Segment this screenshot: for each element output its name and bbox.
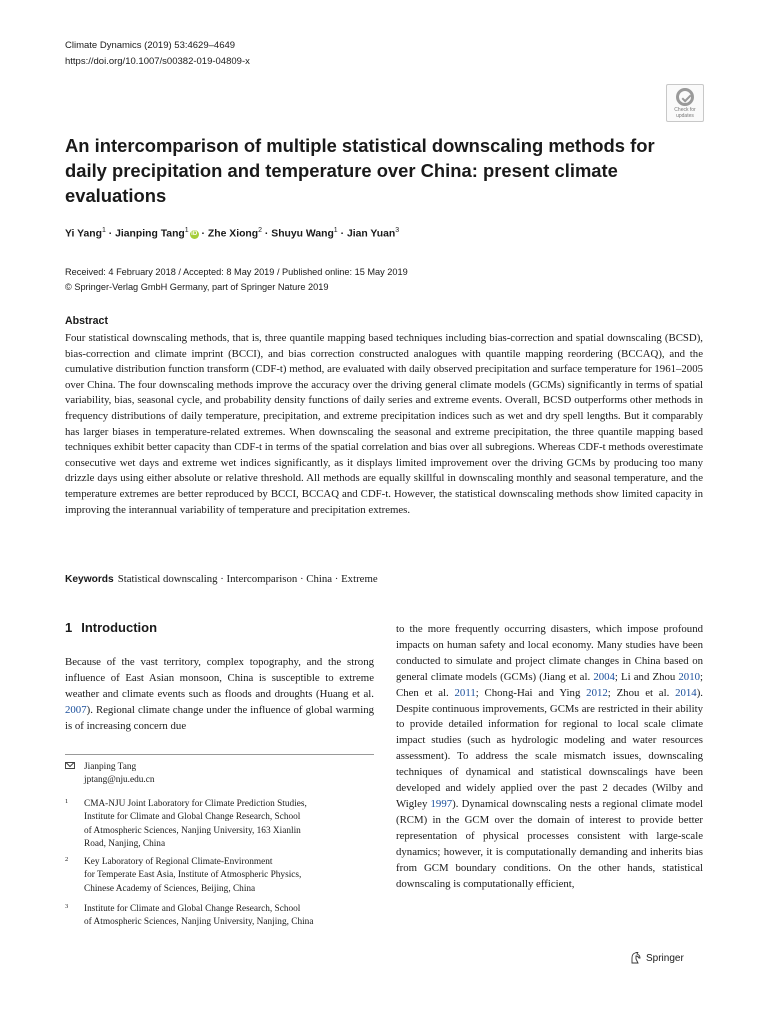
abstract-heading: Abstract [65, 315, 108, 327]
author-affil-sup: 3 [395, 227, 400, 234]
intro-left-column [65, 655, 374, 735]
intro-right-column [396, 622, 703, 892]
affiliation [65, 903, 374, 930]
copyright-line: © Springer-Verlag GmbH Germany, part of Springer Nature 2019 [65, 282, 329, 292]
citation-link[interactable]: 2004 [593, 670, 615, 683]
author-affil-sup: 1 [101, 227, 106, 234]
body-text: Because of the vast territory, complex topography, and the strong influence of East Asian monsoon, China is susceptible to extreme weather and climate events such as floods and droughts (Huang et al. [65, 656, 374, 700]
author-affil-sup: 1 [184, 227, 189, 234]
author-affil-sup: 1 [333, 227, 338, 234]
author-name[interactable]: Jianping Tang [115, 228, 185, 240]
author-name[interactable]: Jian Yuan [346, 228, 396, 240]
citation-link[interactable]: 2007 [65, 703, 87, 716]
affiliation-line: Key Laboratory of Regional Climate-Environment [84, 857, 273, 867]
body-text: ). Despite continuous improvements, GCMs are restricted in their ability to provide detailed information for regional to local scale climate impact studies (such as hydrologic modeling and water resources assessment). To address the scale mismatch issues, downscaling techniques of dynamical and statistical downscalings have been developed and widely applied over the past 2 decades (Wilby and Wigley [396, 686, 703, 810]
journal-meta [65, 38, 250, 70]
affiliation-line: of Atmospheric Sciences, Nanjing University, 163 Xianlin [84, 825, 301, 836]
section-number: 1 [65, 620, 73, 635]
affiliation-line: for Temperate East Asia, Institute of Atmospheric Physics, [84, 870, 302, 881]
affiliation-line: Chinese Academy of Sciences, Beijing, China [84, 883, 256, 894]
journal-citation: Climate Dynamics (2019) 53:4629–4649 [65, 40, 236, 51]
paper-title: An intercomparison of multiple statistical downscaling methods for daily precipitation and temperature over China: present climate evaluations [65, 135, 655, 206]
footnote-divider [65, 754, 374, 755]
author-name[interactable]: Shuyu Wang [271, 228, 334, 240]
body-text: ; Li and Zhou [614, 670, 679, 683]
affiliation-number: 2 [65, 856, 69, 863]
citation-link[interactable]: 2010 [678, 670, 700, 683]
publisher-name: Springer [646, 952, 684, 964]
body-text: ). Dynamical downscaling nests a regional climate model (RCM) in the GCM over the domain of interest to provide better representation of physical processes consistent with large-scale dynamics; however, it is computationally demanding and inherits bias from GCM boundary conditions. On the other hands, statistical downscaling is computationally efficient, [396, 797, 704, 890]
orcid-icon[interactable]: iD [191, 231, 198, 238]
keywords [65, 573, 378, 585]
affiliation-number: 1 [65, 798, 69, 805]
email-link[interactable]: jptang@nju.edu.cn [84, 775, 155, 786]
citation-link[interactable]: 2014 [675, 686, 697, 699]
body-text: ; Chong-Hai and Ying [475, 686, 587, 699]
springer-horse-icon [630, 952, 641, 964]
section-title: Introduction [81, 620, 158, 635]
citation-link[interactable]: 1997 [430, 797, 453, 810]
badge-line-1: Check for [674, 107, 696, 113]
body-text: ). Regional climate change under the influence of global warming is of increasing concern due [65, 703, 374, 732]
history-dates: Received: 4 February 2018 / Accepted: 8 May 2019 / Published online: 15 May 2019 [65, 267, 408, 277]
section-heading [65, 620, 157, 635]
envelope-icon [65, 762, 75, 769]
citation-link[interactable]: 2011 [454, 686, 476, 699]
affiliation [65, 798, 374, 851]
doi-link[interactable]: https://doi.org/10.1007/s00382-019-04809-x [65, 56, 250, 67]
affiliation-number: 3 [65, 903, 69, 910]
corresponding-author: Jianping Tang [84, 762, 137, 772]
publisher-logo [630, 952, 684, 964]
badge-line-2: updates [676, 113, 694, 119]
affiliation-line: CMA-NJU Joint Laboratory for Climate Prediction Studies, [84, 799, 307, 809]
correspondence [65, 761, 155, 788]
check-for-updates-badge[interactable] [666, 84, 704, 122]
check-updates-icon [676, 88, 694, 106]
affiliation [65, 856, 374, 896]
affiliation-line: Institute for Climate and Global Change Research, School [84, 812, 301, 823]
abstract-text: Four statistical downscaling methods, that is, three quantile mapping based techniques including bias-correction and spatial downscaling (BCSD), bias-correction and climate imprint (BCCI), and bias correction constructed analogues with quantile mapping reordering (BCCAQ), and the cumulative distribution function transform (CDF-t) method, are evaluated with daily observed precipitation and surface temperature for 1961–2005 over China. The four downscaling methods improve the accuracy over the driving general climate models (GCMs) significantly in terms of spatial variability, bias, seasonal cycle, and probability density functions of daily series and extreme events. Overall, BCSD outperforms other methods in frequency distributions of daily temperature, precipitation, and extreme precipitation indices such as wet and dry spell lengths. But it comparably has larger biases in temperature-related extremes. When downscaling the seasonal and extreme precipitation, the three quantile mapping based techniques exhibit better capacity than CDF-t in terms of the spatial correlation and bias over all subregions. Whereas CDF-t methods overestimate consecutive wet days and extreme wet indices significantly, as it displays limited improvement over the driving GCMs by producing too many drizzle days using either absolute or relative threshold. All methods are equally skillful in downscaling monthly and seasonal temperature, and the temperature extremes are better reproduced by BCCI, BCCAQ and CDF-t. However, the statistical downscaling methods show limited capacity in improving the interannual variability of temperature and precipitation extremes. [65, 332, 703, 516]
author-name[interactable]: Zhe Xiong [207, 228, 259, 240]
keywords-list: Statistical downscaling · Intercomparison · China · Extreme [117, 573, 378, 585]
body-text: to the more frequently occurring disasters, which impose profound impacts on human safety and local economy. Many studies have been conducted to simulate and project climate changes in China based on general climate models (GCMs) (Jiang et al. [396, 623, 703, 683]
body-text: ; Zhou et al. [607, 686, 676, 699]
body-text: ; Chen et al. [396, 670, 703, 699]
keywords-label: Keywords [65, 574, 114, 585]
affiliation-line: Institute for Climate and Global Change Research, School [84, 904, 301, 914]
affiliation-line: Road, Nanjing, China [84, 838, 166, 849]
author-name[interactable]: Yi Yang [65, 228, 102, 240]
affiliation-line: of Atmospheric Sciences, Nanjing University, Nanjing, China [84, 917, 314, 928]
citation-link[interactable]: 2012 [586, 686, 608, 699]
publication-dates [65, 265, 408, 295]
author-list: Yi Yang$^1$ · Jianping Tang$^1$iD · Zhe Xiong$^2$ · Shuyu Wang$^1$ · Jian Yuan$^3$ [65, 227, 400, 240]
author-affil-sup: 2 [258, 227, 263, 234]
